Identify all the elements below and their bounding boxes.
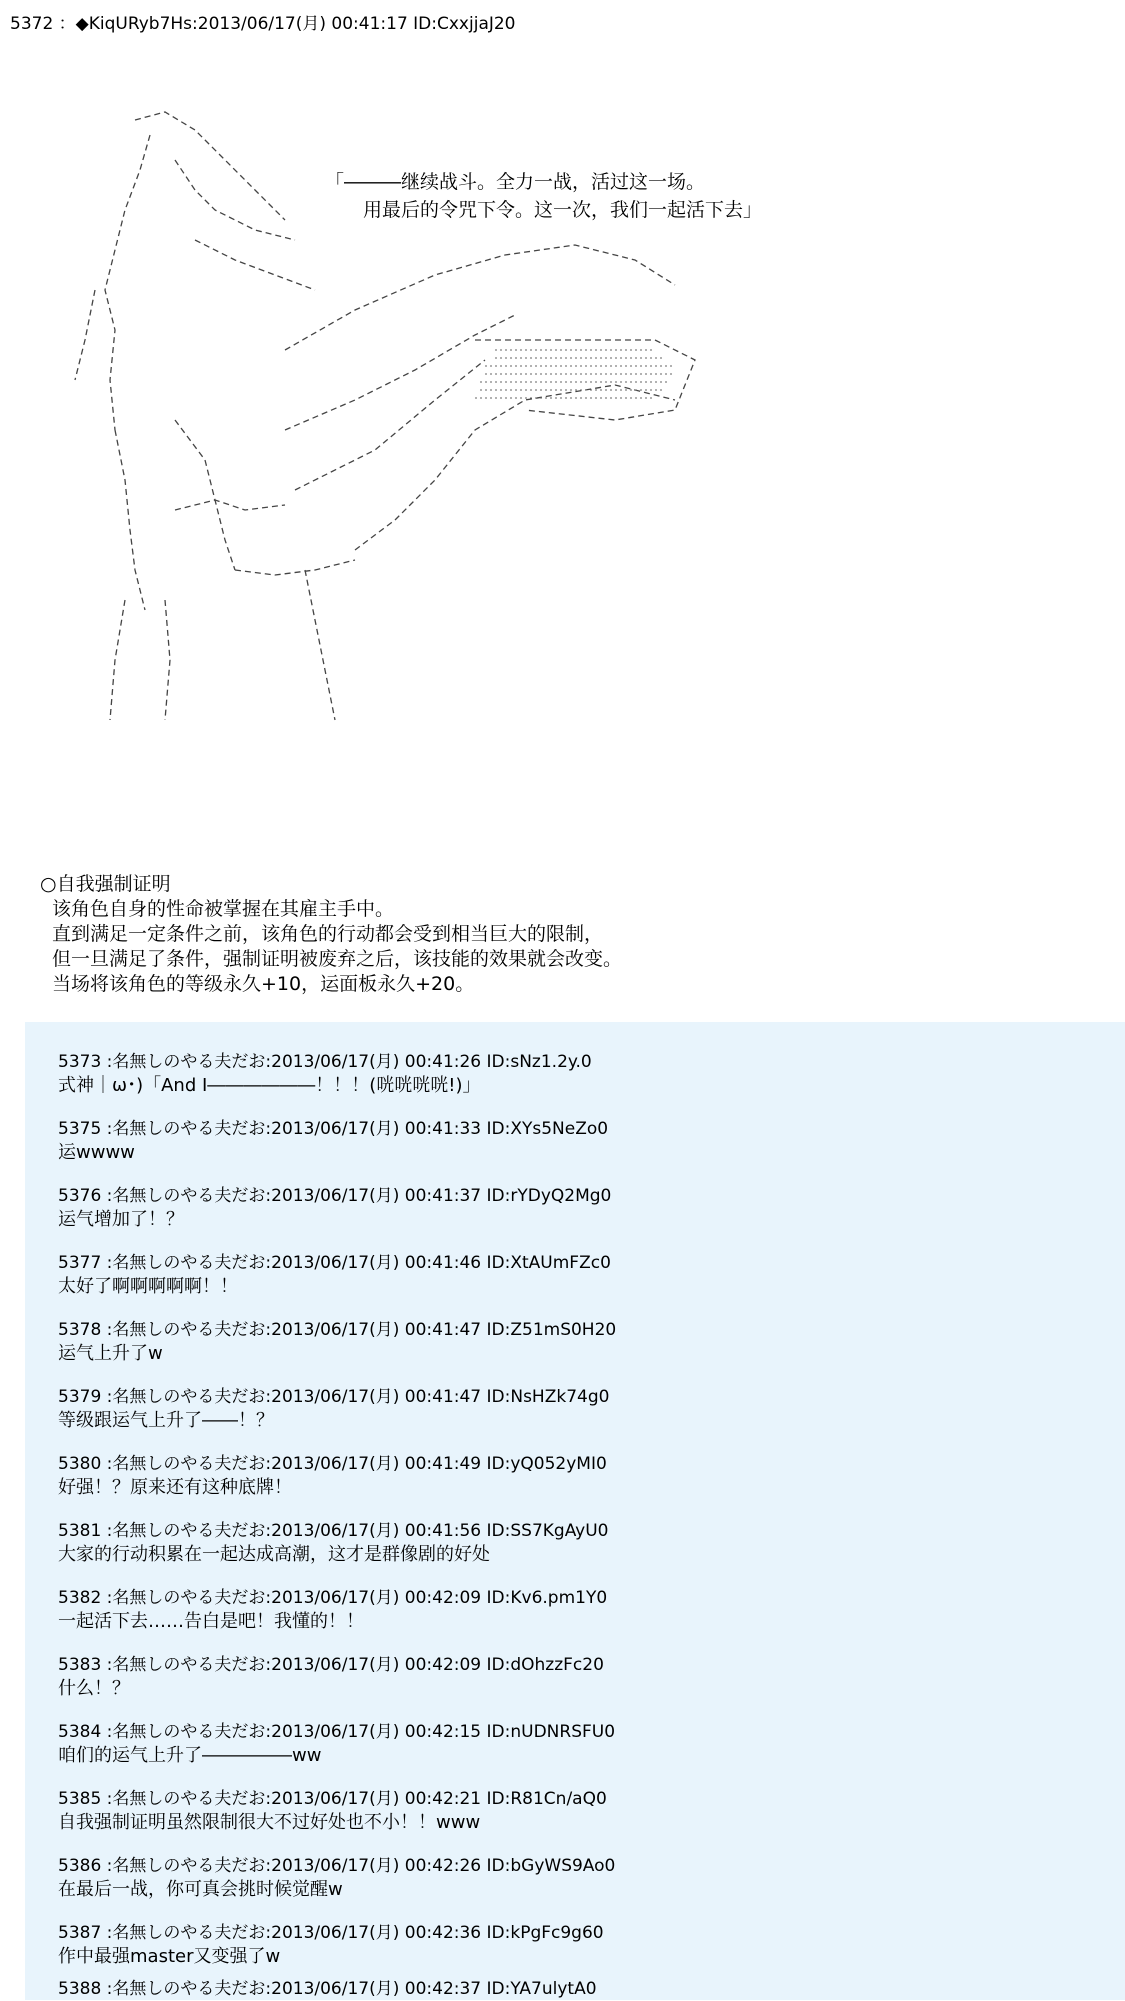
reply-header: 5373 :名無しのやる夫だお:2013/06/17(月) 00:41:26 ID:sNz1.2y.0 xyxy=(58,1052,592,1072)
reply-header: 5385 :名無しのやる夫だお:2013/06/17(月) 00:42:21 ID:R81Cn/aQ0 xyxy=(58,1789,607,1809)
reply-body: 大家的行动积累在一起达成高潮，这才是群像剧的好处 xyxy=(58,1544,490,1565)
reply-body: 作中最强master又变强了w xyxy=(58,1946,281,1967)
reply-header: 5386 :名無しのやる夫だお:2013/06/17(月) 00:42:26 ID:bGyWS9Ao0 xyxy=(58,1856,616,1876)
dialog-line-1: 「―――继续战斗。全力一战，活过这一场。 xyxy=(325,171,706,193)
reply-item xyxy=(58,1050,592,1098)
reply-body: 在最后一战，你可真会挑时候觉醒w xyxy=(58,1879,343,1900)
reply-header: 5379 :名無しのやる夫だお:2013/06/17(月) 00:41:47 ID:NsHZk74g0 xyxy=(58,1387,610,1407)
reply-body: 好强！？原来还有这种底牌！ xyxy=(58,1477,292,1498)
reply-body: 自我强制证明虽然限制很大不过好处也不小！！www xyxy=(58,1812,481,1833)
reply-item xyxy=(58,1977,597,2001)
reply-item xyxy=(58,1787,607,1835)
reply-item xyxy=(58,1854,615,1902)
dialog-line-2: 用最后的令咒下令。这一次，我们一起活下去」 xyxy=(325,199,763,221)
reply-header: 5387 :名無しのやる夫だお:2013/06/17(月) 00:42:36 ID:kPgFc9g60 xyxy=(58,1923,604,1943)
reply-header: 5378 :名無しのやる夫だお:2013/06/17(月) 00:41:47 ID:Z51mS0H20 xyxy=(58,1320,617,1340)
reply-header: 5381 :名無しのやる夫だお:2013/06/17(月) 00:41:56 ID:SS7KgAyU0 xyxy=(58,1521,609,1541)
skill-line-3: 但一旦满足了条件，强制证明被废弃之后，该技能的效果就会改变。 xyxy=(52,948,623,970)
reply-header: 5388 :名無しのやる夫だお:2013/06/17(月) 00:42:37 ID:YA7ulytA0 xyxy=(58,1979,597,1999)
reply-header: 5383 :名無しのやる夫だお:2013/06/17(月) 00:42:09 ID:dOhzzFc20 xyxy=(58,1655,604,1675)
skill-line-4: 当场将该角色的等级永久+10，运面板永久+20。 xyxy=(52,973,475,995)
reply-header: 5384 :名無しのやる夫だお:2013/06/17(月) 00:42:15 ID:nUDNRSFU0 xyxy=(58,1722,616,1742)
reply-header: 5376 :名無しのやる夫だお:2013/06/17(月) 00:41:37 ID:rYDyQ2Mg0 xyxy=(58,1186,612,1206)
reply-item xyxy=(58,1184,611,1232)
post-header: 5372 ：◆KiqURyb7Hs:2013/06/17(月) 00:41:17 ID:CxxjjaJ20 xyxy=(10,14,516,34)
reply-item xyxy=(58,1586,607,1634)
reply-item xyxy=(58,1452,607,1500)
reply-body: 运wwww xyxy=(58,1142,135,1163)
reply-header: 5375 :名無しのやる夫だお:2013/06/17(月) 00:41:33 ID:XYs5NeZo0 xyxy=(58,1119,609,1139)
reply-item xyxy=(58,1318,616,1366)
reply-item xyxy=(58,1117,608,1165)
reply-item xyxy=(58,1385,609,1433)
reply-header: 5377 :名無しのやる夫だお:2013/06/17(月) 00:41:46 ID:XtAUmFZc0 xyxy=(58,1253,611,1273)
reply-body: 运气上升了w xyxy=(58,1343,163,1364)
reply-item xyxy=(58,1251,611,1299)
dialog-text xyxy=(325,168,762,224)
reply-item xyxy=(58,1653,604,1701)
reply-item xyxy=(58,1921,604,1969)
skill-title: ○自我强制证明 xyxy=(40,873,171,895)
reply-body: 什么！？ xyxy=(58,1678,130,1699)
reply-body: 等级跟运气上升了――！？ xyxy=(58,1410,274,1431)
skill-description xyxy=(40,872,622,997)
reply-header: 5380 :名無しのやる夫だお:2013/06/17(月) 00:41:49 ID:yQ052yMI0 xyxy=(58,1454,607,1474)
reply-body: 太好了啊啊啊啊啊！！ xyxy=(58,1276,238,1297)
reply-body: 运气增加了！？ xyxy=(58,1209,184,1230)
reply-body: 咱们的运气上升了―――――ww xyxy=(58,1745,322,1766)
reply-header: 5382 :名無しのやる夫だお:2013/06/17(月) 00:42:09 ID:Kv6.pm1Y0 xyxy=(58,1588,608,1608)
reply-body: 式神｜ω･)「And I――――――！！！(咣咣咣咣!)」 xyxy=(58,1075,481,1096)
skill-line-2: 直到满足一定条件之前，该角色的行动都会受到相当巨大的限制， xyxy=(52,923,604,945)
reply-body: 一起活下去……告白是吧！我懂的！！ xyxy=(58,1611,364,1632)
skill-line-1: 该角色自身的性命被掌握在其雇主手中。 xyxy=(52,898,395,920)
reply-list xyxy=(25,1022,1125,2000)
reply-item xyxy=(58,1519,609,1567)
reply-item xyxy=(58,1720,615,1768)
